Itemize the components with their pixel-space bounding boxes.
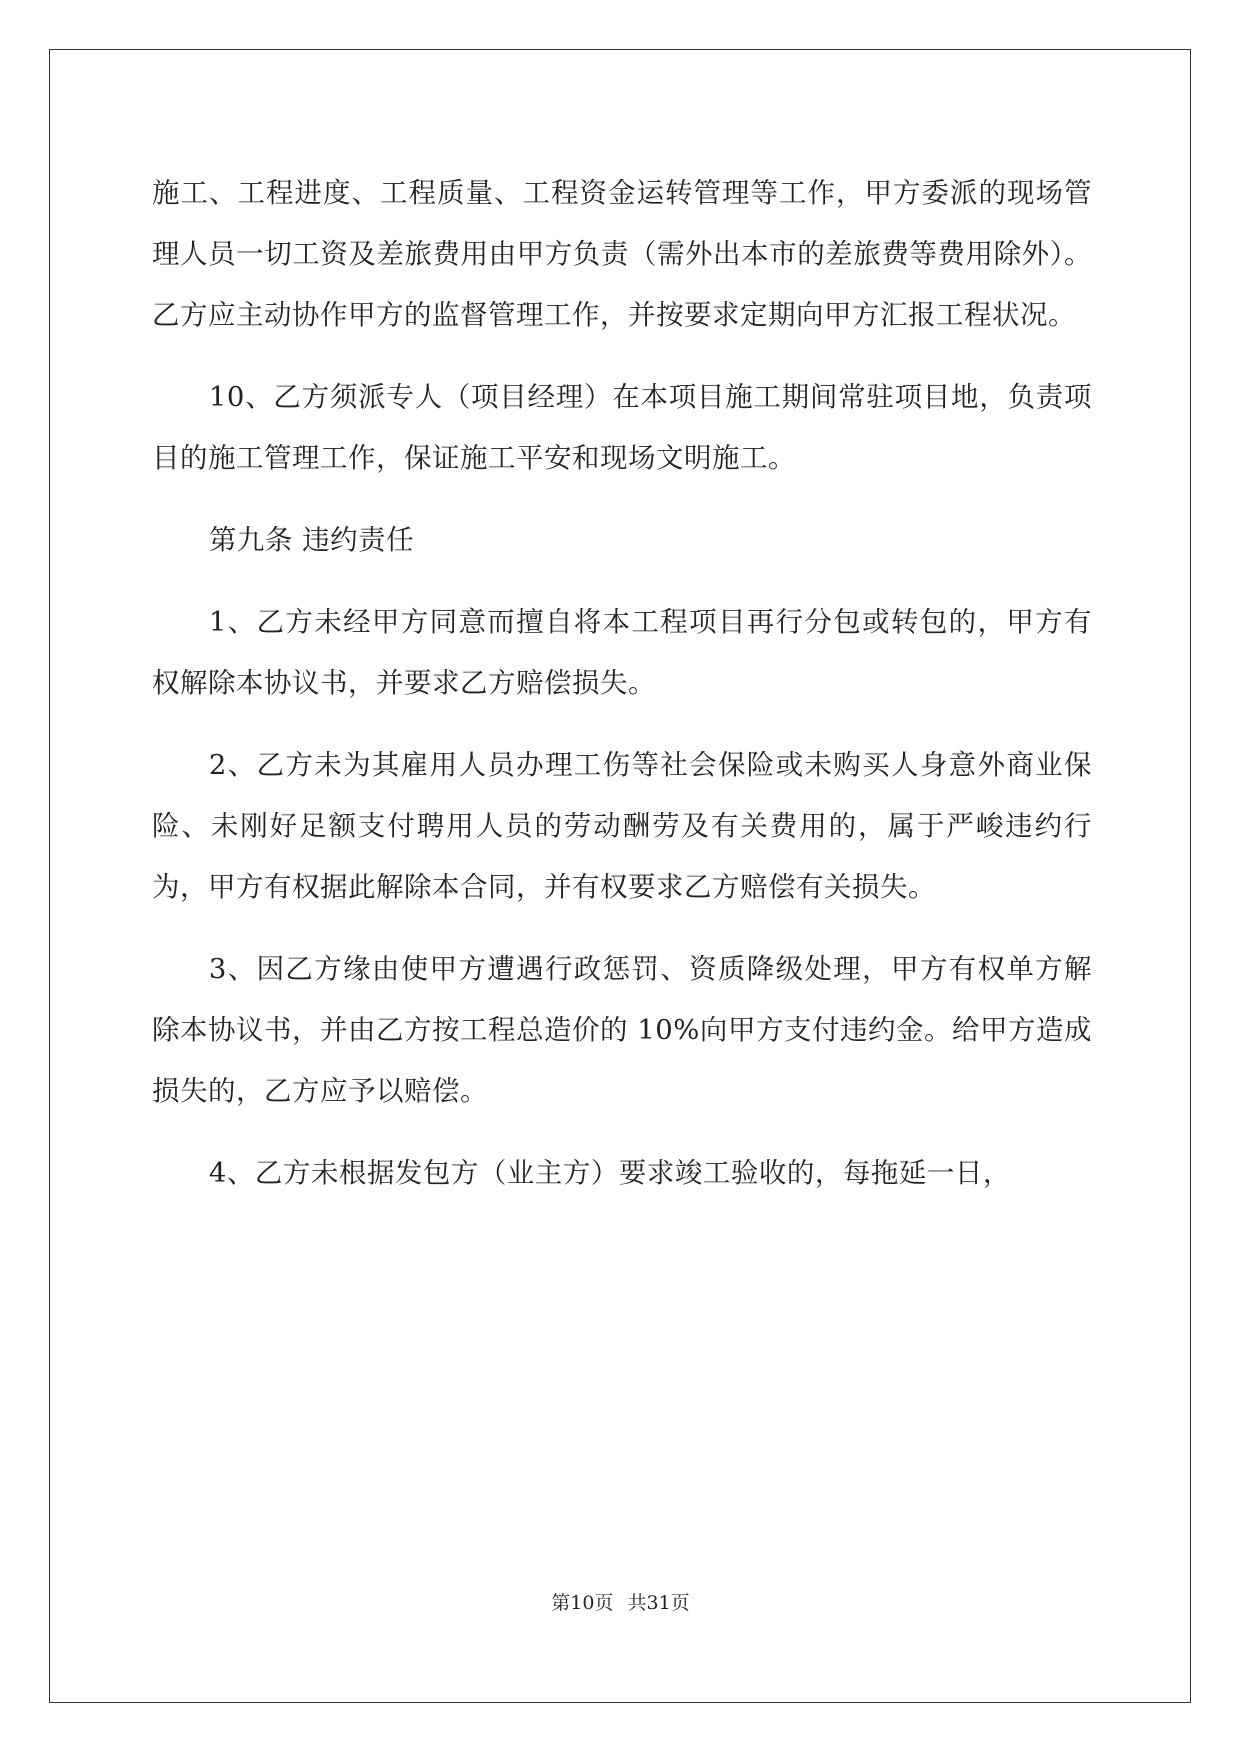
page-footer [0, 1588, 1241, 1615]
document-body [152, 163, 1092, 1225]
paragraph-item-4: 4、乙方未根据发包方（业主方）要求竣工验收的，每拖延一日， [208, 1157, 1011, 1189]
page-total: 共31页 [627, 1592, 690, 1614]
paragraph-item-2: 2、乙方未为其雇用人员办理工伤等社会保险或未购买人身意外商业保险、未刚好足额支付聘用人员的劳动酬劳及有关费用的，属于严峻违约行为，甲方有权据此解除本合同，并有权要求乙方赔偿有关损失。 [152, 749, 1092, 903]
paragraph-continuation: 施工、工程进度、工程质量、工程资金运转管理等工作，甲方委派的现场管理人员一切工资及差旅费用由甲方负责（需外出本市的差旅费等费用除外）。乙方应主动协作甲方的监督管理工作，并按要求定期向甲方汇报工程状况。 [152, 177, 1092, 331]
page-number: 第10页 [551, 1592, 614, 1614]
section-heading-article-9: 第九条 违约责任 [208, 524, 415, 556]
paragraph-item-1: 1、乙方未经甲方同意而擅自将本工程项目再行分包或转包的，甲方有权解除本协议书，并要求乙方赔偿损失。 [152, 606, 1092, 699]
paragraph-item-10: 10、乙方须派专人（项目经理）在本项目施工期间常驻项目地，负责项目的施工管理工作，保证施工平安和现场文明施工。 [152, 381, 1092, 474]
paragraph-item-3: 3、因乙方缘由使甲方遭遇行政惩罚、资质降级处理，甲方有权单方解除本协议书，并由乙方按工程总造价的 10%向甲方支付违约金。给甲方造成损失的，乙方应予以赔偿。 [152, 953, 1092, 1107]
